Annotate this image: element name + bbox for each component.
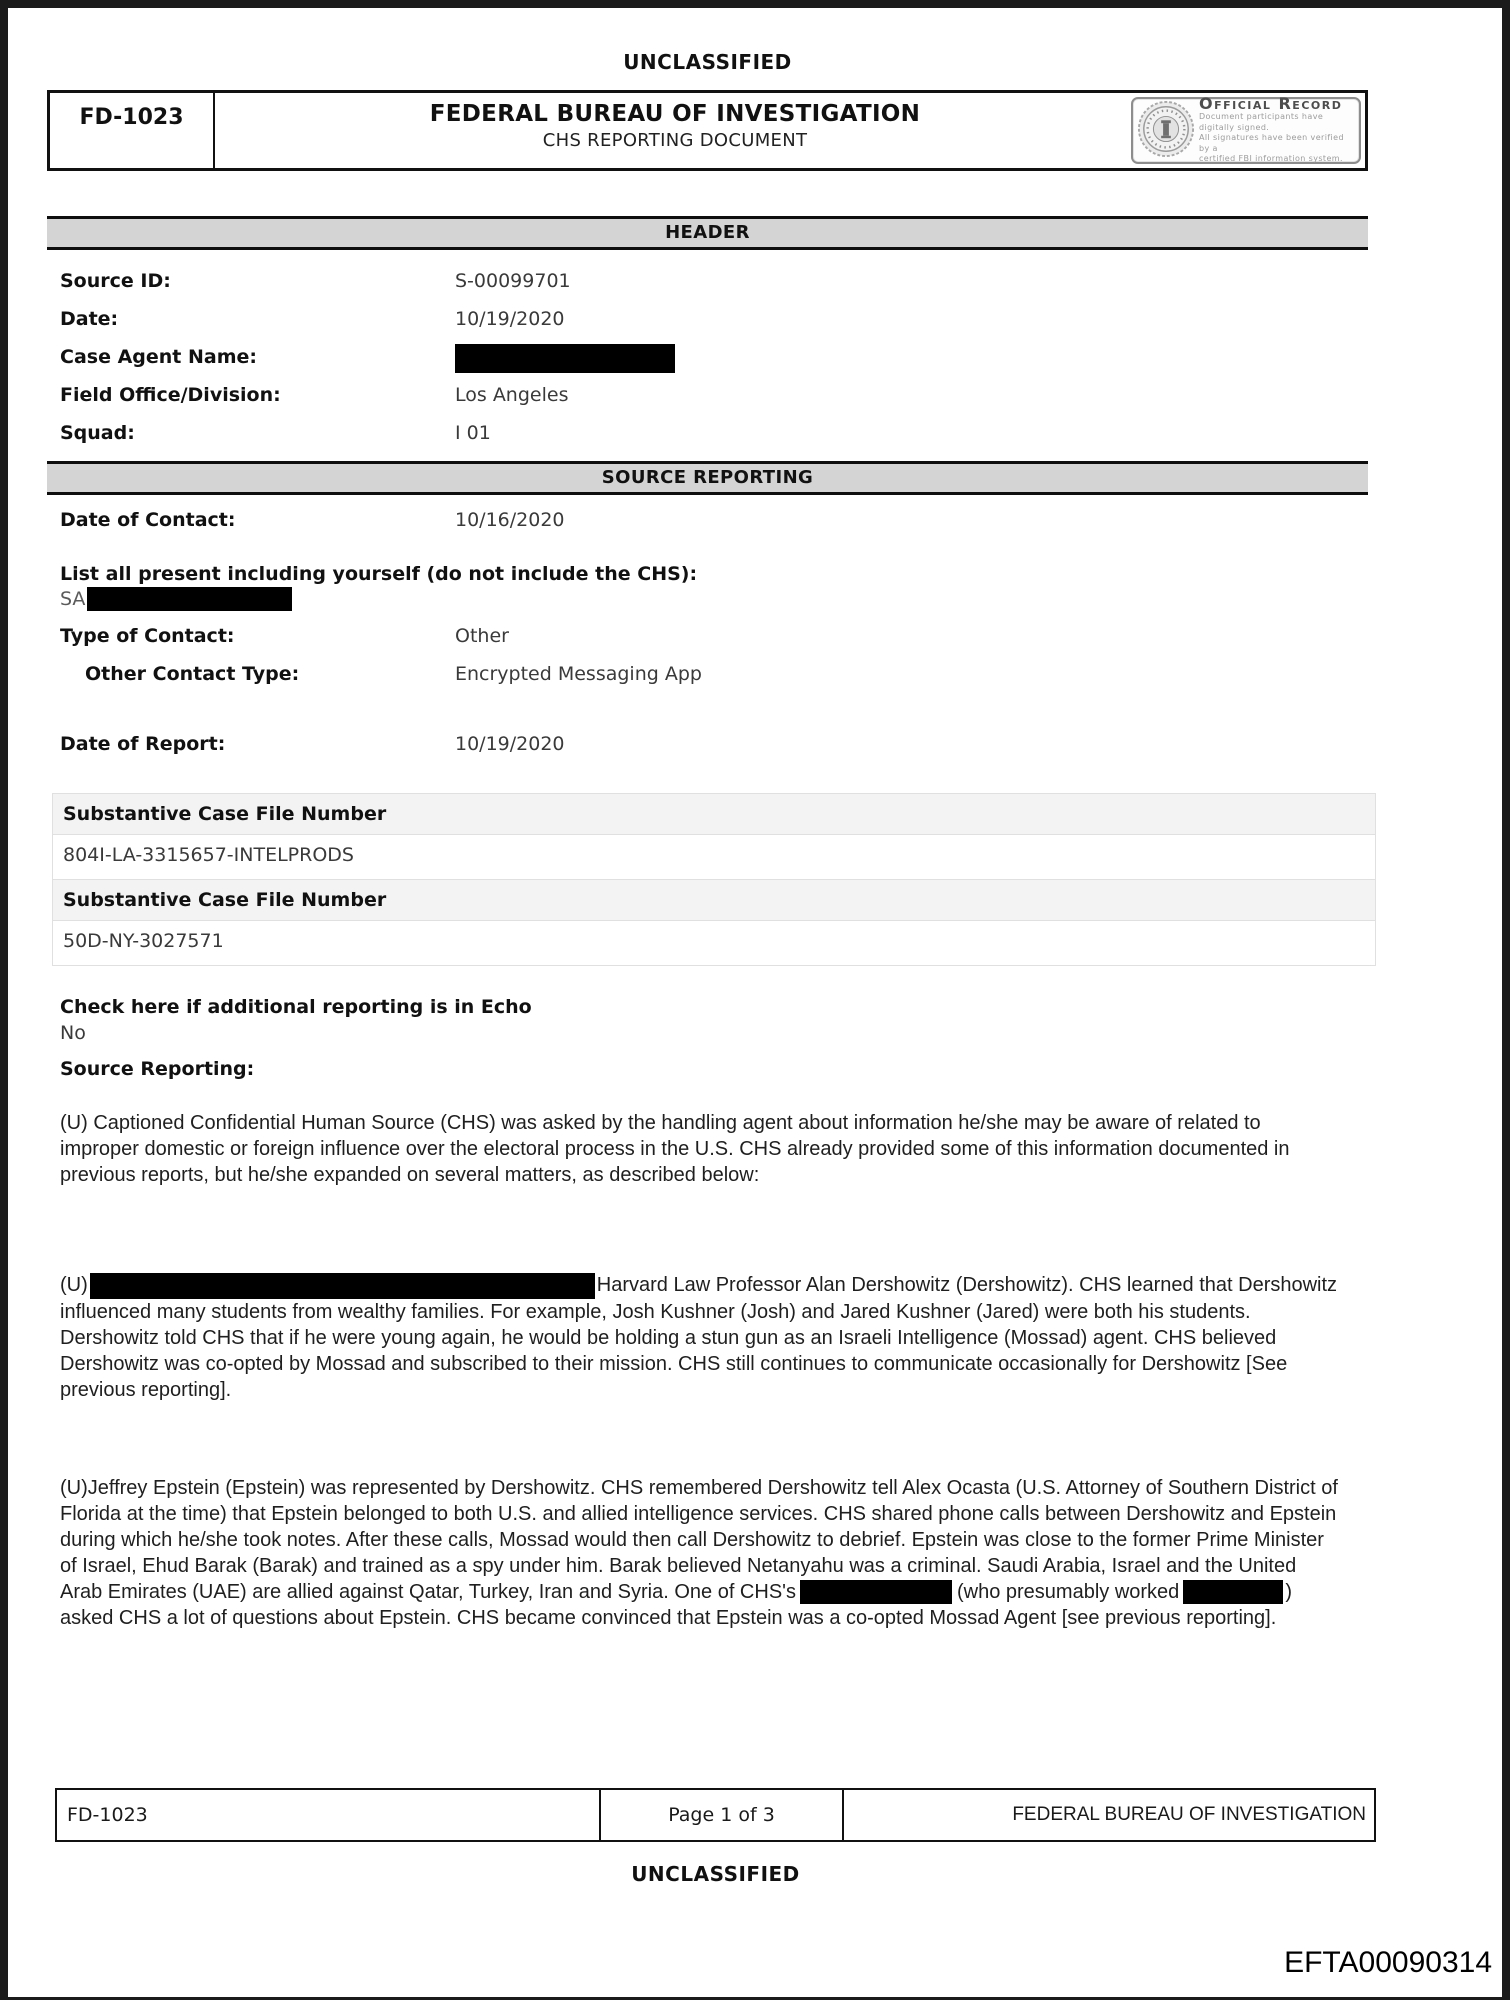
- field-label: Other Contact Type:: [85, 663, 300, 685]
- field-field-office: [60, 384, 1368, 414]
- field-label: Date of Contact:: [60, 509, 236, 531]
- contact-type-fields: [47, 625, 1368, 763]
- source-reporting-label: Source Reporting:: [60, 1058, 255, 1080]
- field-label: Date:: [60, 308, 119, 330]
- footer-agency: FEDERAL BUREAU OF INVESTIGATION: [1012, 1804, 1366, 1825]
- contact-fields: [47, 509, 1368, 539]
- case-file-header: Substantive Case File Number: [53, 794, 1375, 835]
- official-record-text: [1195, 96, 1353, 165]
- official-record-line: certified FBI information system.: [1199, 154, 1343, 164]
- paragraph-text: (U): [60, 1274, 88, 1296]
- field-label: Field Office/Division:: [60, 384, 281, 406]
- field-value: Other: [455, 625, 509, 647]
- classification-banner-bottom: UNCLASSIFIED: [631, 1862, 800, 1886]
- document-content: [47, 50, 1368, 1631]
- field-date-of-report: [60, 733, 1368, 763]
- field-date: [60, 308, 1368, 338]
- case-file-number: 50D-NY-3027571: [53, 921, 1375, 965]
- form-header-box: [47, 90, 1368, 171]
- field-label: Squad:: [60, 422, 135, 444]
- agency-title: FEDERAL BUREAU OF INVESTIGATION: [429, 101, 921, 127]
- echo-label: Check here if additional reporting is in Echo: [60, 996, 532, 1018]
- official-record-line: Document participants have digitally signed.: [1199, 112, 1324, 132]
- footer-form-number: FD-1023: [57, 1790, 601, 1840]
- official-record-line: All signatures have been verified by a: [1199, 133, 1344, 153]
- echo-block: [47, 996, 1368, 1044]
- field-type-of-contact: [60, 625, 1368, 655]
- present-label: List all present including yourself (do not include the CHS):: [60, 563, 698, 585]
- field-value: I 01: [455, 422, 491, 444]
- page-footer-table: [55, 1788, 1376, 1842]
- paragraph-text: (U)Jeffrey Epstein (Epstein) was represented by Dershowitz. CHS remembered Dershowitz tell Alex Ocasta (U.S. Attorney of Southern District of Florida at the time) that Epstein belonged to both U.S. and allied intelligence services. CHS shared phone calls between Dershowitz and Epstein during which he/she took notes. After these calls, Mossad would then call Dershowitz to debrief. Epstein was close to the former Prime Minister of Israel, Ehud Barak (Barak) and trained as a spy under him. Barak believed Netanyahu was a criminal. Saudi Arabia, Israel and the United Arab Emirates (UAE) are allied against Qatar, Turkey, Iran and Syria. One of CHS's: [60, 1476, 1338, 1603]
- official-record-title: Official Record: [1199, 94, 1343, 114]
- redaction-paragraph-2: [90, 1273, 595, 1299]
- form-number: FD-1023: [50, 93, 215, 168]
- section-bar-header: HEADER: [47, 216, 1368, 250]
- paragraph-text: ) asked CHS a lot of questions about Epstein. CHS became convinced that Epstein was a co-opted Mossad Agent [see previous reporting].: [60, 1580, 1292, 1629]
- field-date-of-contact: [60, 509, 1368, 539]
- redaction-paragraph-3b: [1183, 1580, 1283, 1604]
- field-label: Date of Report:: [60, 733, 226, 755]
- field-case-agent-name: [60, 346, 1368, 376]
- field-label: Type of Contact:: [60, 625, 235, 647]
- footer-page-number: Page 1 of 3: [601, 1790, 844, 1840]
- case-file-table: [52, 793, 1376, 966]
- section-bar-source-reporting: SOURCE REPORTING: [47, 461, 1368, 495]
- field-value: 10/16/2020: [455, 509, 565, 531]
- narrative-paragraph-2: [47, 1272, 1340, 1403]
- echo-value: No: [60, 1022, 86, 1044]
- present-value: [60, 587, 1368, 611]
- field-value: Los Angeles: [455, 384, 569, 406]
- field-value: Encrypted Messaging App: [455, 663, 702, 685]
- field-other-contact-type: [60, 663, 1368, 693]
- narrative-paragraph-3: [47, 1475, 1340, 1631]
- field-squad: [60, 422, 1368, 452]
- present-prefix: SA: [60, 588, 86, 610]
- field-value: S-00099701: [455, 270, 571, 292]
- case-file-number: 804I-LA-3315657-INTELPRODS: [53, 835, 1375, 880]
- header-fields: [47, 270, 1368, 452]
- paragraph-text: Harvard Law Professor Alan Dershowitz (Dershowitz). CHS learned that Dershowitz influenced many students from wealthy families. For example, Josh Kushner (Josh) and Jared Kushner (Jared) were both his students. Dershowitz told CHS that if he were young again, he would be holding a stun gun as an Israeli Intelligence (Mossad) agent. CHS believed Dershowitz was co-opted by Mossad and subscribed to their mission. CHS still continues to communicate occasionally for Dershowitz [See previous reporting].: [60, 1274, 1338, 1401]
- field-value: 10/19/2020: [455, 733, 565, 755]
- field-label: Case Agent Name:: [60, 346, 257, 368]
- redaction-case-agent: [455, 344, 675, 373]
- present-block: [47, 563, 1368, 611]
- field-value: 10/19/2020: [455, 308, 565, 330]
- document-type: CHS REPORTING DOCUMENT: [542, 130, 808, 151]
- paragraph-text: (who presumably worked: [956, 1580, 1180, 1603]
- fbi-seal-icon: [1137, 100, 1195, 162]
- case-file-header: Substantive Case File Number: [53, 880, 1375, 921]
- redaction-present-name: [87, 587, 292, 611]
- field-label: Source ID:: [60, 270, 171, 292]
- field-source-id: [60, 270, 1368, 300]
- bates-number: EFTA00090314: [1284, 1946, 1492, 1979]
- narrative-paragraph-1: (U) Captioned Confidential Human Source (CHS) was asked by the handling agent about information he/she may be aware of related to improper domestic or foreign influence over the electoral process in the U.S. CHS already provided some of this information documented in previous reports, but he/she expanded on several matters, as described below:: [60, 1112, 1290, 1186]
- classification-banner-top: UNCLASSIFIED: [623, 50, 792, 74]
- official-record-stamp: [1131, 94, 1361, 164]
- redaction-paragraph-3a: [800, 1580, 952, 1604]
